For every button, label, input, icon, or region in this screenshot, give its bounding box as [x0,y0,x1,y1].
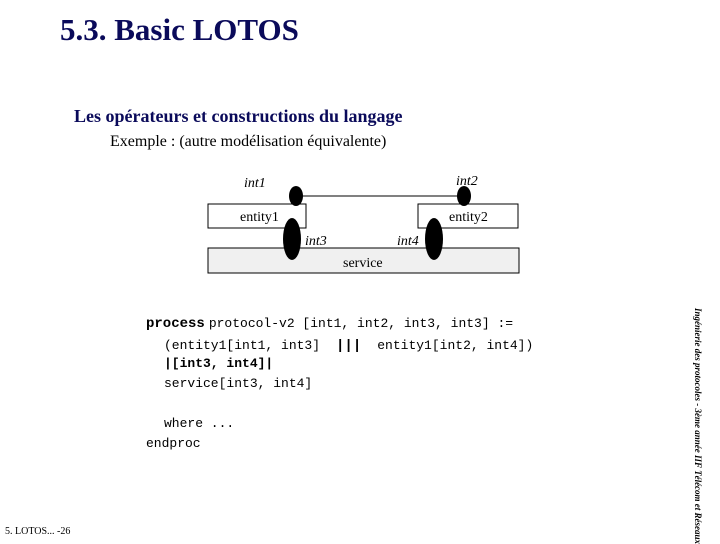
endproc-keyword: endproc [146,436,201,451]
slide-footer: 5. LOTOS... -26 [5,526,71,537]
code-line-1 [146,314,513,332]
entity1-label: entity1 [240,210,279,225]
where-clause: where ... [164,416,235,431]
gate-int2-marker [457,186,471,206]
entity1-instance: (entity1[int1, int3] [164,338,321,353]
service-label: service [343,256,383,271]
entity1-second-instance: entity1[int2, int4]) [377,338,534,353]
side-course-label: Ingénierie des protocoles - 3ème année IIF Télécom et Réseaux [693,308,703,544]
gate-int1-marker [289,186,303,206]
process-header: protocol-v2 [int1, int2, int3, int3] := [208,316,514,331]
gate-int3-marker [283,218,301,260]
gate-int1-label: int1 [244,176,266,191]
slide-subtitle: Les opérateurs et constructions du langage [74,106,403,126]
example-caption: Exemple : (autre modélisation équivalente) [110,133,387,150]
sync-operator: |[int3, int4]| [164,356,274,371]
gate-int2-label: int2 [456,174,478,189]
entity2-label: entity2 [449,210,488,225]
gate-int4-label: int4 [397,234,419,249]
gate-int4-marker [425,218,443,260]
gate-int3-label: int3 [305,234,327,249]
keyword-process: process [146,316,205,332]
slide-title: 5.3. Basic LOTOS [60,12,299,47]
interleave-operator: ||| [336,338,362,354]
code-line-2 [164,336,533,354]
service-instance: service[int3, int4] [164,376,313,391]
